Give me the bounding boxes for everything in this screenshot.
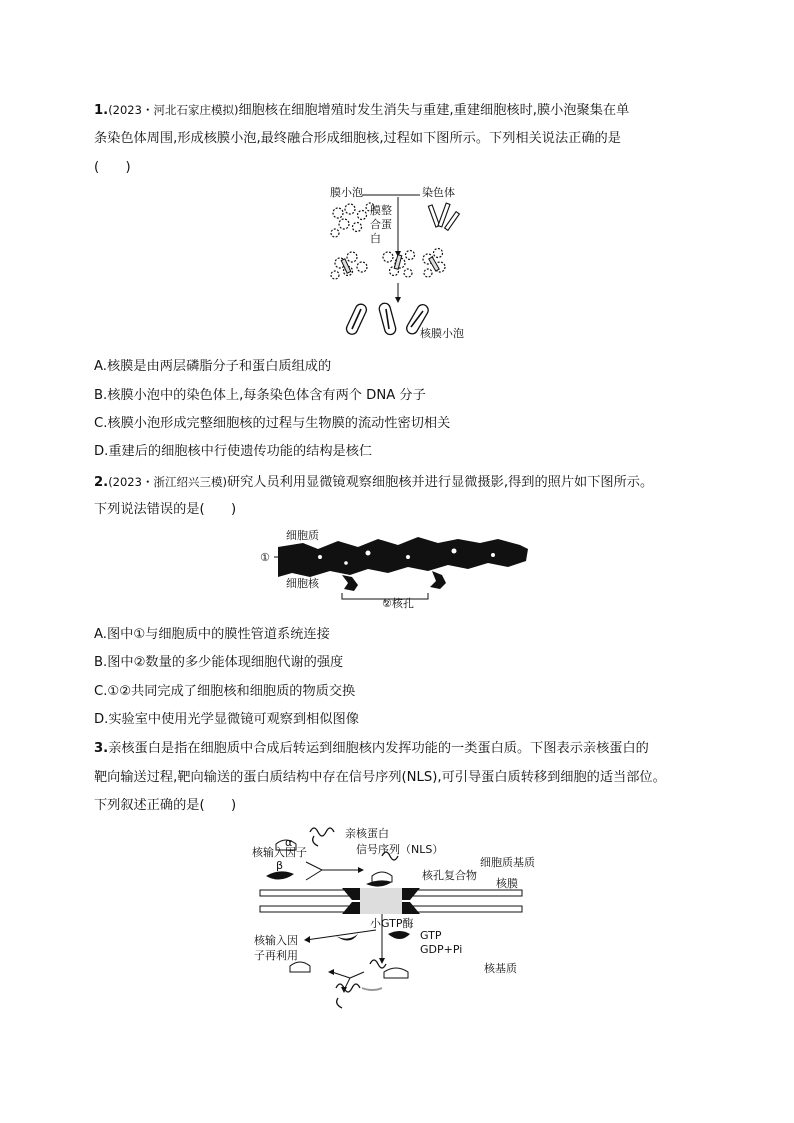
- q3-label-nuc-matrix: 核基质: [484, 962, 517, 975]
- q3-label-recycle-2: 子再利用: [254, 949, 298, 962]
- q3-number: 3.: [94, 741, 109, 756]
- q1-label-nuclear-vesicle: 核膜小泡: [420, 327, 464, 340]
- q3-label-envelope: 核膜: [496, 877, 518, 890]
- q3-label-small-gtpase: 小GTP酶: [370, 917, 414, 930]
- q1-label-chromosome: 染色体: [422, 186, 455, 199]
- q1-option-a: A.核膜是由两层磷脂分子和蛋白质组成的: [94, 359, 332, 374]
- q3-stem-line3: 下列叙述正确的是( ): [94, 798, 237, 813]
- q1-source: (2023・河北石家庄模拟): [108, 103, 239, 117]
- q3-stem-line2: 靶向输送过程,靶向输送的蛋白质结构中存在信号序列(NLS),可引导蛋白质转移到细胞的适当部位。: [94, 770, 666, 785]
- q3-label-karyophilic: 亲核蛋白: [345, 827, 389, 840]
- q2-label-nucleus: 细胞核: [286, 577, 319, 590]
- q1-label-vesicle: 膜小泡: [330, 186, 363, 199]
- q1-option-d: D.重建后的细胞核中行使遗传功能的结构是核仁: [94, 444, 373, 459]
- q3-label-recycle-1: 核输入因: [254, 934, 298, 947]
- q3-label-cyto-matrix: 细胞质基质: [480, 856, 535, 869]
- q1-option-c: C.核膜小泡形成完整细胞核的过程与生物膜的流动性密切相关: [94, 416, 451, 431]
- q1-figure: [320, 183, 480, 345]
- q2-option-b: B.图中②数量的多少能体现细胞代谢的强度: [94, 655, 344, 670]
- q3-label-alpha: α: [285, 836, 293, 849]
- q3-figure: [246, 822, 536, 1010]
- q2-stem-line2: 下列说法错误的是( ): [94, 502, 237, 517]
- q2-figure: [258, 527, 530, 615]
- q2-label-pore: ②核孔: [382, 597, 414, 610]
- q3-stem-line1: [94, 740, 649, 758]
- q3-label-beta: β: [276, 859, 284, 872]
- q2-option-d: D.实验室中使用光学显微镜可观察到相似图像: [94, 712, 359, 727]
- q1-label-protein-3: 白: [370, 232, 381, 245]
- q1-answer-blank: ( ): [94, 160, 131, 175]
- q1-label-protein-1: 膜整: [370, 204, 392, 217]
- q1-stem-text-1: 细胞核在细胞增殖时发生消失与重建,重建细胞核时,膜小泡聚集在单: [238, 103, 630, 118]
- q2-label-marker-1: ①: [260, 551, 270, 564]
- q3-label-signal: 信号序列（NLS）: [356, 843, 444, 856]
- q2-number: 2.: [94, 475, 109, 490]
- q3-label-gdp: GDP+Pi: [420, 943, 463, 956]
- q2-option-a: A.图中①与细胞质中的膜性管道系统连接: [94, 627, 330, 642]
- q2-source: (2023・浙江绍兴三模): [108, 475, 227, 489]
- q1-figure-drawing: [320, 183, 480, 345]
- q2-stem-text-1: 研究人员利用显微镜观察细胞核并进行显微摄影,得到的照片如下图所示。: [226, 475, 654, 490]
- q1-stem-line1: [94, 101, 629, 120]
- q3-label-gtp: GTP: [420, 929, 442, 942]
- q3-label-importin: 核输入因子: [252, 846, 307, 859]
- q2-stem-line1: [94, 473, 653, 492]
- q1-option-b: B.核膜小泡中的染色体上,每条染色体含有两个 DNA 分子: [94, 388, 426, 403]
- q3-label-npc: 核孔复合物: [422, 869, 477, 882]
- q2-label-cytoplasm: 细胞质: [286, 529, 319, 542]
- q2-option-c: C.①②共同完成了细胞核和细胞质的物质交换: [94, 684, 356, 699]
- q1-label-protein-2: 合蛋: [370, 218, 392, 231]
- q3-stem-text-1: 亲核蛋白是指在细胞质中合成后转运到细胞核内发挥功能的一类蛋白质。下图表示亲核蛋白的: [108, 741, 649, 756]
- q1-number: 1.: [94, 103, 109, 118]
- q1-stem-line2: 条染色体周围,形成核膜小泡,最终融合形成细胞核,过程如下图所示。下列相关说法正确的是: [94, 131, 621, 146]
